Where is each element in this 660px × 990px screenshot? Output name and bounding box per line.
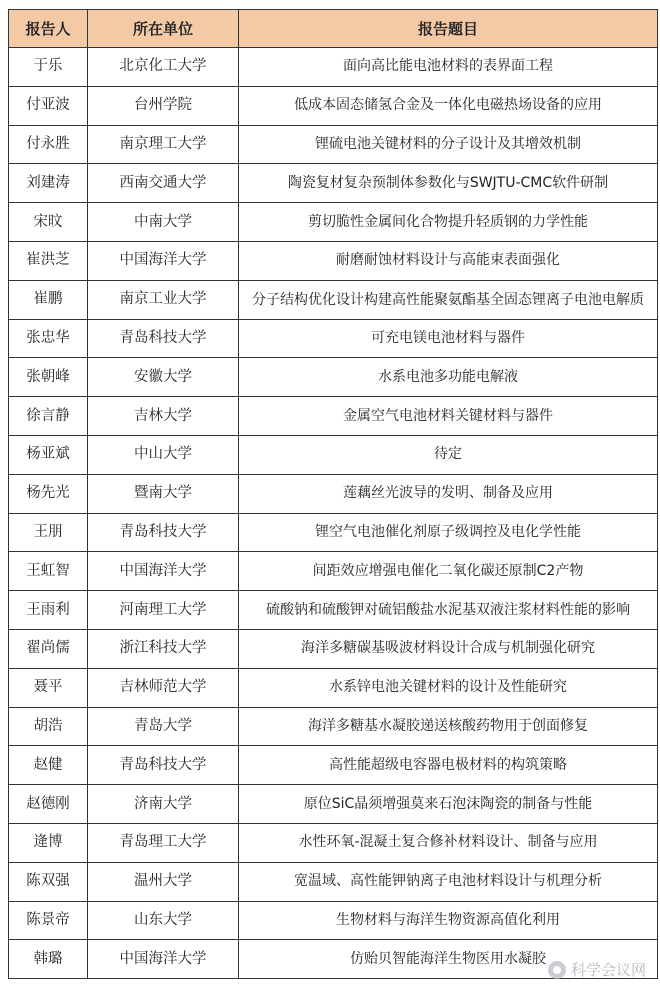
- talk-title: 金属空气电池材料关键材料与器件: [239, 397, 658, 436]
- speaker-unit: 温州大学: [88, 862, 239, 901]
- table-row: [9, 668, 658, 707]
- speaker-unit: 青岛理工大学: [88, 823, 239, 862]
- talk-title: 面向高比能电池材料的表界面工程: [239, 48, 658, 87]
- speaker-unit: 中山大学: [88, 435, 239, 474]
- table-row: [9, 319, 658, 358]
- speaker-name: 付永胜: [9, 125, 88, 164]
- speaker-name: 杨先光: [9, 474, 88, 513]
- talk-title: 间距效应增强电催化二氧化碳还原制C2产物: [239, 552, 658, 591]
- table-row: [9, 435, 658, 474]
- speaker-name: 韩璐: [9, 940, 88, 979]
- table-row: [9, 280, 658, 319]
- talk-title: 陶瓷复材复杂预制体参数化与SWJTU-CMC软件研制: [239, 164, 658, 203]
- speaker-name: 于乐: [9, 48, 88, 87]
- speaker-name: 陈双强: [9, 862, 88, 901]
- speaker-name: 胡浩: [9, 707, 88, 746]
- speaker-name: 聂平: [9, 668, 88, 707]
- speaker-unit: 台州学院: [88, 86, 239, 125]
- speaker-name: 杨亚斌: [9, 435, 88, 474]
- speaker-name: 崔洪芝: [9, 241, 88, 280]
- table-body: [9, 48, 658, 979]
- talk-title: 水系锌电池关键材料的设计及性能研究: [239, 668, 658, 707]
- talk-title: 剪切脆性金属间化合物提升轻质钢的力学性能: [239, 203, 658, 242]
- talk-title: 待定: [239, 435, 658, 474]
- talk-title: 宽温域、高性能钾钠离子电池材料设计与机理分析: [239, 862, 658, 901]
- speaker-name: 张忠华: [9, 319, 88, 358]
- speaker-unit: 青岛科技大学: [88, 746, 239, 785]
- speaker-unit: 暨南大学: [88, 474, 239, 513]
- speaker-name: 陈景帝: [9, 901, 88, 940]
- talk-title: 锂空气电池催化剂原子级调控及电化学性能: [239, 513, 658, 552]
- speaker-name: 张朝峰: [9, 358, 88, 397]
- speaker-unit: 青岛大学: [88, 707, 239, 746]
- table-row: [9, 241, 658, 280]
- table-row: [9, 48, 658, 87]
- speaker-name: 逄博: [9, 823, 88, 862]
- speaker-unit: 安徽大学: [88, 358, 239, 397]
- talk-title: 莲藕丝光波导的发明、制备及应用: [239, 474, 658, 513]
- table-row: [9, 164, 658, 203]
- speaker-unit: 南京理工大学: [88, 125, 239, 164]
- speaker-unit: 青岛科技大学: [88, 513, 239, 552]
- speaker-unit: 北京化工大学: [88, 48, 239, 87]
- speaker-table: [8, 9, 658, 979]
- table-row: [9, 707, 658, 746]
- talk-title: 锂硫电池关键材料的分子设计及其增效机制: [239, 125, 658, 164]
- speaker-unit: 青岛科技大学: [88, 319, 239, 358]
- speaker-name: 王朋: [9, 513, 88, 552]
- talk-title: 可充电镁电池材料与器件: [239, 319, 658, 358]
- watermark: [548, 959, 646, 980]
- table-row: [9, 86, 658, 125]
- speaker-name: 翟尚儒: [9, 629, 88, 668]
- speaker-name: 刘建涛: [9, 164, 88, 203]
- speaker-unit: 河南理工大学: [88, 591, 239, 630]
- speaker-unit: 山东大学: [88, 901, 239, 940]
- speaker-unit: 中南大学: [88, 203, 239, 242]
- table-row: [9, 746, 658, 785]
- speaker-name: 崔鹏: [9, 280, 88, 319]
- talk-title: 耐磨耐蚀材料设计与高能束表面强化: [239, 241, 658, 280]
- speaker-name: 付亚波: [9, 86, 88, 125]
- speaker-name: 赵德刚: [9, 785, 88, 824]
- talk-title: 仿贻贝智能海洋生物医用水凝胶: [239, 940, 658, 979]
- talk-title: 低成本固态储氢合金及一体化电磁热场设备的应用: [239, 86, 658, 125]
- table-row: [9, 785, 658, 824]
- speaker-name: 徐言静: [9, 397, 88, 436]
- header-speaker: 报告人: [9, 10, 88, 48]
- speaker-name: 赵健: [9, 746, 88, 785]
- header-title: 报告题目: [239, 10, 658, 48]
- table-row: [9, 474, 658, 513]
- speaker-unit: 济南大学: [88, 785, 239, 824]
- talk-title: 水性环氧-混凝土复合修补材料设计、制备与应用: [239, 823, 658, 862]
- table-row: [9, 629, 658, 668]
- table-row: [9, 397, 658, 436]
- table-row: [9, 125, 658, 164]
- speaker-unit: 西南交通大学: [88, 164, 239, 203]
- talk-title: 分子结构优化设计构建高性能聚氨酯基全固态锂离子电池电解质: [239, 280, 658, 319]
- table-row: [9, 203, 658, 242]
- speaker-unit: 中国海洋大学: [88, 241, 239, 280]
- talk-title: 水系电池多功能电解液: [239, 358, 658, 397]
- speaker-name: 王雨利: [9, 591, 88, 630]
- speaker-unit: 吉林师范大学: [88, 668, 239, 707]
- table-row: [9, 901, 658, 940]
- speaker-unit: 吉林大学: [88, 397, 239, 436]
- speaker-unit: 中国海洋大学: [88, 552, 239, 591]
- speaker-unit: 浙江科技大学: [88, 629, 239, 668]
- talk-title: 海洋多糖碳基吸波材料设计合成与机制强化研究: [239, 629, 658, 668]
- speaker-name: 宋旼: [9, 203, 88, 242]
- table-row: [9, 358, 658, 397]
- table-row: [9, 591, 658, 630]
- talk-title: 高性能超级电容器电极材料的构筑策略: [239, 746, 658, 785]
- watermark-text: 科学会议网: [570, 961, 646, 979]
- speaker-name: 王虹智: [9, 552, 88, 591]
- talk-title: 海洋多糖基水凝胶递送核酸药物用于创面修复: [239, 707, 658, 746]
- speaker-unit: 中国海洋大学: [88, 940, 239, 979]
- talk-title: 生物材料与海洋生物资源高值化利用: [239, 901, 658, 940]
- wechat-icon: [548, 961, 566, 979]
- talk-title: 原位SiC晶须增强莫来石泡沫陶瓷的制备与性能: [239, 785, 658, 824]
- table-row: [9, 513, 658, 552]
- header-row: [9, 10, 658, 48]
- speaker-unit: 南京工业大学: [88, 280, 239, 319]
- table-row: [9, 862, 658, 901]
- header-unit: 所在单位: [88, 10, 239, 48]
- talk-title: 硫酸钠和硫酸钾对硫铝酸盐水泥基双液注浆材料性能的影响: [239, 591, 658, 630]
- table-row: [9, 823, 658, 862]
- table-row: [9, 552, 658, 591]
